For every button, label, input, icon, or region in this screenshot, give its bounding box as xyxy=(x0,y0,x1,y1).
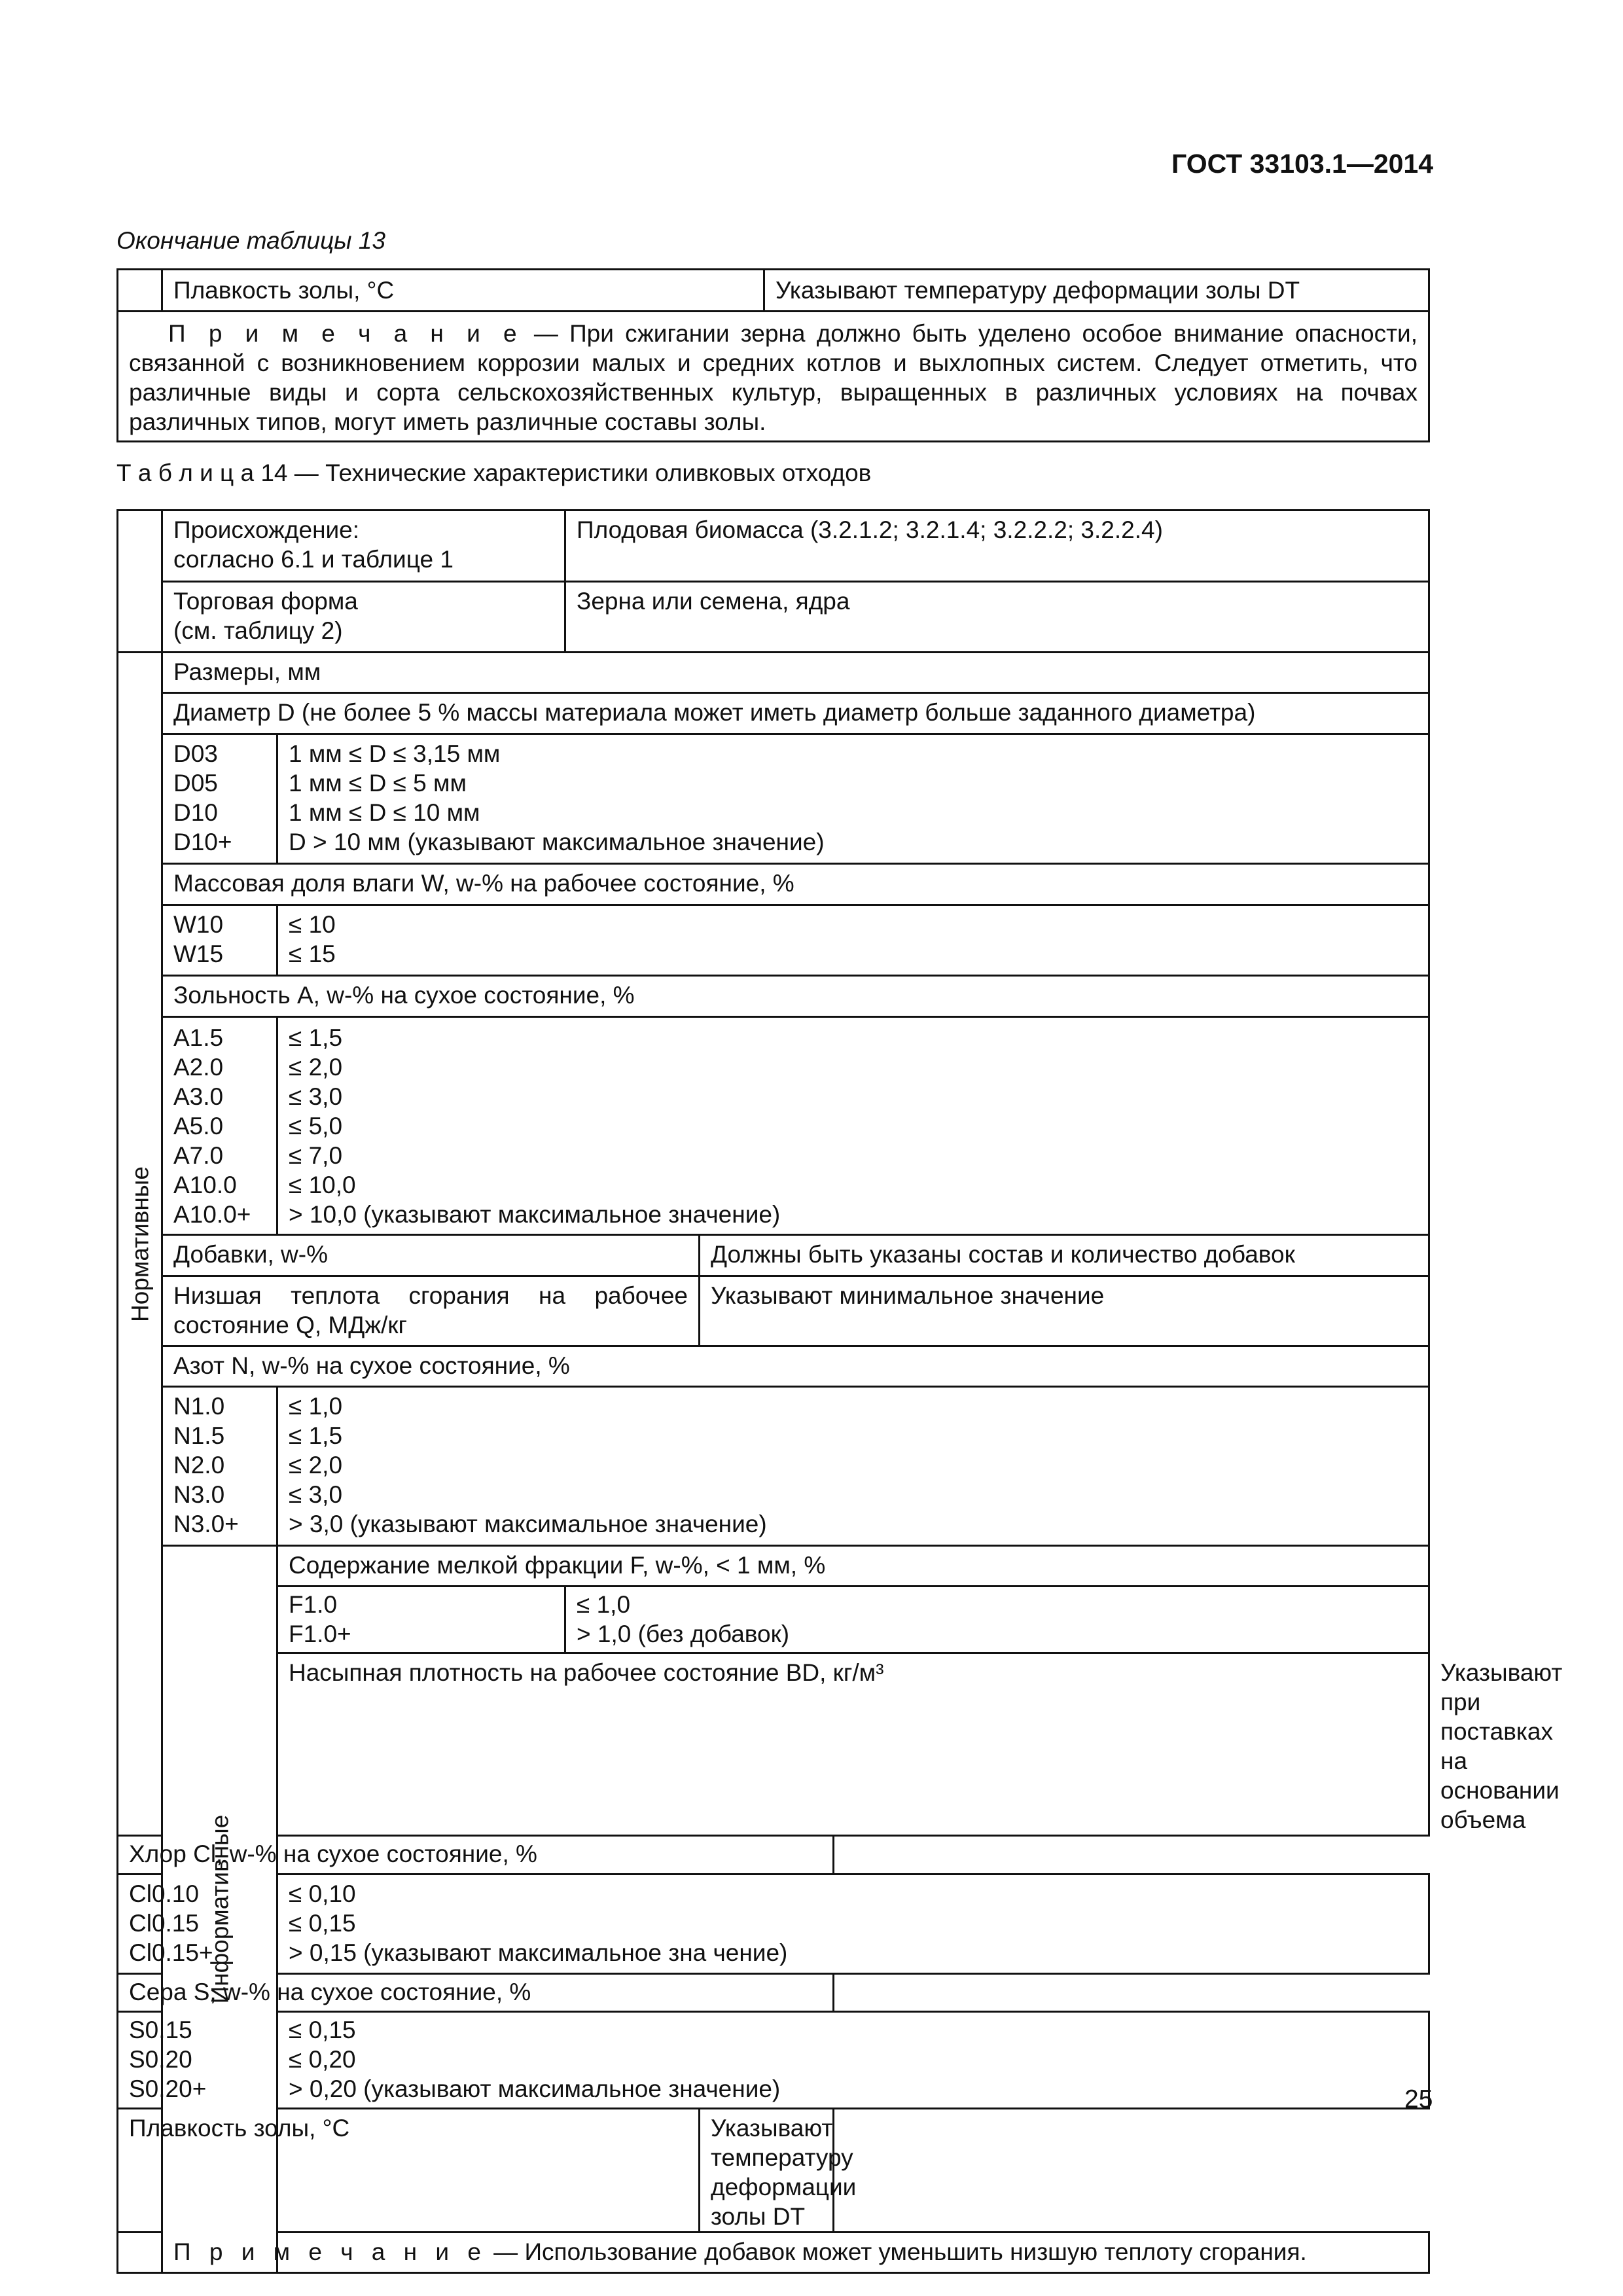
chlorine-codes: Cl0.10 Cl0.15 Cl0.15+ xyxy=(118,1874,162,1974)
table14: Происхождение: согласно 6.1 и таблице 1 Плодовая биомасса (3.2.1.2; 3.2.1.4; 3.2.2.2; 3.2.2.4) Торговая форма (см. таблицу 2) Зерна или семена, ядра Нормативные Размеры, мм Диаметр D (не более 5 % массы материала может иметь диаметр больше заданного диаметра) D03 D05 D10 D10+ 1 мм ≤ D ≤ 3,15 мм 1 мм ≤ D ≤ 5 мм 1 мм ≤ D ≤ 10 мм D > 10 мм (указывают максимальное значение) Массовая доля влаги W, w-% на рабочее состояние, % W10 W15 ≤ 10 ≤ 15 Зольность A, w-% на сухое состояние, % A1.5 A2.0 A3.0 A5.0 A7.0 A10.0 A10.0+ ≤ 1,5 ≤ 2,0 ≤ 3,0 ≤ 5,0 ≤ 7,0 ≤ 10,0 > 10,0 (указывают максимальное значение) Добавки, w-% Должны быть указаны состав и количество добавок Низшая теплота сгорания на рабочее состояние Q, МДж/кг Указывают минимальное значение Азот N, w-% на сухое состояние, % N1.0 N1.5 N2.0 N3.0 N3.0+ ≤ 1,0 ≤ 1,5 ≤ 2,0 ≤ 3,0 > 3,0 (указывают максимальное значение) Информативные Содержание мелкой фракции F, w-%, < 1 мм, % F1.0 F1.0+ ≤ 1,0 > 1,0 (без добавок) Насыпная плотность на рабочее состояние BD, кг/м³ Указывают при поставках на основании объема Хлор Cl, w-% на сухое состояние, % Cl0.10 Cl0.15 Cl0.15+ ≤ 0,10 ≤ 0,15 > 0,15 (указывают максимальное зна чение) Сера S, w-% на сухое состояние, % S0.15 S0.20 S0.20+ ≤ 0,15 ≤ 0,20 > 0,20 (указывают максимальное значение) Плавкость золы, °С Указывают температуру деформации золы DT П р и м е ч а н и е — Использование добавок может уменьшить низшую теплоту сгорания. xyxy=(116,509,1430,2274)
empty-cell xyxy=(118,270,162,312)
additives-value: Должны быть указаны состав и количество добавок xyxy=(700,1235,1429,1276)
nitrogen-values: ≤ 1,0 ≤ 1,5 ≤ 2,0 ≤ 3,0 > 3,0 (указывают максимальное значение) xyxy=(277,1387,1429,1546)
table13-note xyxy=(118,312,1429,442)
melt-label: Плавкость золы, °С xyxy=(118,2109,700,2233)
fines-codes: F1.0 F1.0+ xyxy=(277,1587,565,1653)
nitrogen-title: Азот N, w-% на сухое состояние, % xyxy=(162,1346,1429,1387)
ash-values: ≤ 1,5 ≤ 2,0 ≤ 3,0 ≤ 5,0 ≤ 7,0 ≤ 10,0 > 10,0 (указывают максимальное значение) xyxy=(277,1017,1429,1235)
page-number: 25 xyxy=(1404,2085,1433,2113)
trade-form-value: Зерна или семена, ядра xyxy=(565,582,1429,653)
ash-codes: A1.5 A2.0 A3.0 A5.0 A7.0 A10.0 A10.0+ xyxy=(162,1017,277,1235)
melt-value: Указывают температуру деформации золы DT xyxy=(700,2109,834,2233)
moisture-codes: W10 W15 xyxy=(162,905,277,976)
additives-label: Добавки, w-% xyxy=(162,1235,700,1276)
chlorine-values: ≤ 0,10 ≤ 0,15 > 0,15 (указывают максимальное зна чение) xyxy=(277,1874,1429,1974)
table14-caption: Т а б л и ц а 14 — Технические характеристики оливковых отходов xyxy=(116,459,872,486)
document-code: ГОСТ 33103.1—2014 xyxy=(1171,149,1434,179)
heat-value: Указывают минимальное значение xyxy=(700,1276,1429,1346)
empty-cell xyxy=(118,511,162,653)
group-informative: Информативные xyxy=(162,1546,277,2273)
table14-note xyxy=(118,2233,1429,2273)
size-title: Размеры, мм xyxy=(162,653,1429,693)
chlorine-title: Хлор Cl, w-% на сухое состояние, % xyxy=(118,1836,834,1874)
sulfur-title: Сера S, w-% на сухое состояние, % xyxy=(118,1974,834,2012)
diameter-values: 1 мм ≤ D ≤ 3,15 мм 1 мм ≤ D ≤ 5 мм 1 мм ≤ D ≤ 10 мм D > 10 мм (указывают максимальное значение) xyxy=(277,734,1429,864)
sulfur-values: ≤ 0,15 ≤ 0,20 > 0,20 (указывают максимальное значение) xyxy=(277,2012,1429,2109)
fines-title: Содержание мелкой фракции F, w-%, < 1 мм, % xyxy=(277,1546,1429,1587)
diameter-codes: D03 D05 D10 D10+ xyxy=(162,734,277,864)
bulk-density-label: Насыпная плотность на рабочее состояние BD, кг/м³ xyxy=(277,1653,1429,1836)
trade-form-label: Торговая форма (см. таблицу 2) xyxy=(162,582,565,653)
moisture-title: Массовая доля влаги W, w-% на рабочее состояние, % xyxy=(162,864,1429,905)
fines-values: ≤ 1,0 > 1,0 (без добавок) xyxy=(565,1587,1429,1653)
ash-title: Зольность A, w-% на сухое состояние, % xyxy=(162,976,1429,1017)
origin-value: Плодовая биомасса (3.2.1.2; 3.2.1.4; 3.2.2.2; 3.2.2.4) xyxy=(565,511,1429,582)
sulfur-codes: S0.15 S0.20 S0.20+ xyxy=(118,2012,162,2109)
note-text: — При сжигании зерна должно быть уделено особое внимание опасности, связанной с возникновением коррозии малых и средних котлов и выхлопных систем. Следует отметить, что различные виды и сорта сельскохозяйственных культур, выращенных в различных условиях на почвах различных типов, могут иметь различные составы золы. xyxy=(129,320,1418,435)
group-normative: Нормативные xyxy=(118,653,162,1836)
note-text: — Использование добавок может уменьшить низшую теплоту сгорания. xyxy=(486,2238,1307,2265)
note-prefix: П р и м е ч а н и е xyxy=(168,320,523,347)
heat-value-label: Низшая теплота сгорания на рабочее состояние Q, МДж/кг xyxy=(162,1276,700,1346)
origin-label: Происхождение: согласно 6.1 и таблице 1 xyxy=(162,511,565,582)
table13-continuation-caption: Окончание таблицы 13 xyxy=(116,227,385,254)
nitrogen-codes: N1.0 N1.5 N2.0 N3.0 N3.0+ xyxy=(162,1387,277,1546)
table13-end xyxy=(116,268,1430,442)
moisture-values: ≤ 10 ≤ 15 xyxy=(277,905,1429,976)
ash-melting-value: Указывают температуру деформации золы DT xyxy=(764,270,1429,312)
ash-melting-label: Плавкость золы, °С xyxy=(162,270,764,312)
diameter-title: Диаметр D (не более 5 % массы материала может иметь диаметр больше заданного диаметра) xyxy=(162,693,1429,734)
note-prefix: П р и м е ч а н и е xyxy=(173,2238,487,2265)
